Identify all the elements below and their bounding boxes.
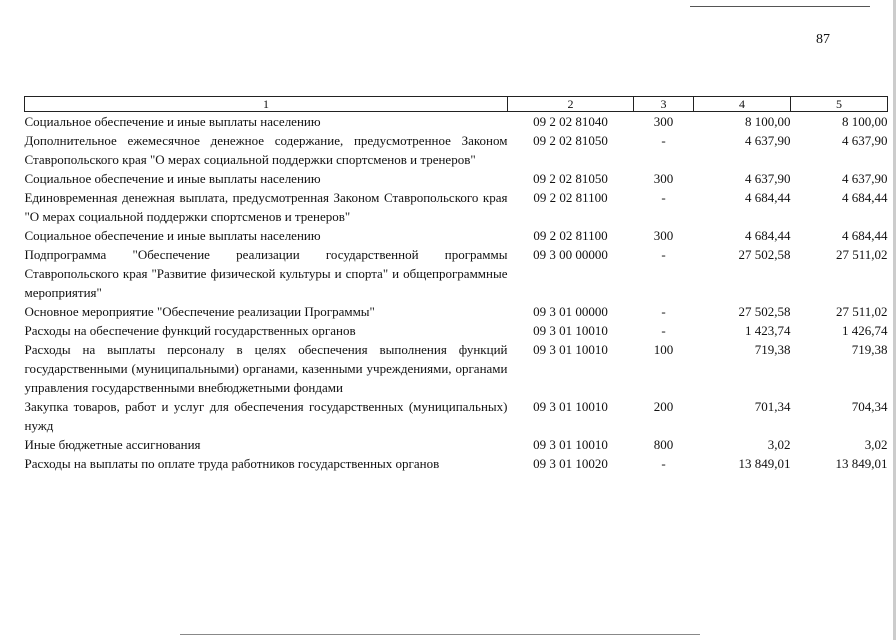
row-name: Основное мероприятие "Обеспечение реализации Программы" xyxy=(24,304,375,319)
row-code: 09 2 02 81040 xyxy=(533,114,608,129)
column-header: 5 xyxy=(791,97,888,112)
row-code: 09 2 02 81050 xyxy=(533,171,608,186)
row-amount-col4: 4 637,90 xyxy=(745,171,791,186)
row-name: Социальное обеспечение и иные выплаты населению xyxy=(24,114,321,129)
row-expense-type: - xyxy=(661,304,666,319)
row-amount-col4: 3,02 xyxy=(767,437,791,452)
row-expense-type: - xyxy=(661,456,666,471)
row-code: 09 3 00 00000 xyxy=(533,247,608,262)
column-header: 3 xyxy=(634,97,694,112)
column-header: 1 xyxy=(25,97,508,112)
row-expense-type: - xyxy=(661,133,666,148)
row-amount-col4: 719,38 xyxy=(754,342,791,357)
row-name: Расходы на выплаты по оплате труда работников государственных органов xyxy=(24,456,440,471)
row-code: 09 2 02 81100 xyxy=(533,228,608,243)
table-body xyxy=(25,112,888,474)
row-amount-col5: 4 637,90 xyxy=(842,133,888,148)
row-amount-col5: 704,34 xyxy=(851,399,888,414)
row-expense-type: 800 xyxy=(653,437,674,452)
row-amount-col5: 8 100,00 xyxy=(842,114,888,129)
column-header: 4 xyxy=(694,97,791,112)
row-expense-type: - xyxy=(661,190,666,205)
row-amount-col4: 1 423,74 xyxy=(745,323,791,338)
table-row xyxy=(25,454,888,473)
row-name: Социальное обеспечение и иные выплаты населению xyxy=(24,228,321,243)
row-amount-col5: 4 637,90 xyxy=(842,171,888,186)
table-row xyxy=(25,112,888,132)
row-code: 09 2 02 81050 xyxy=(533,133,608,148)
row-amount-col4: 4 637,90 xyxy=(745,133,791,148)
table-row xyxy=(25,321,888,340)
row-amount-col4: 701,34 xyxy=(754,399,791,414)
row-name: Иные бюджетные ассигнования xyxy=(24,437,201,452)
row-code: 09 3 01 10010 xyxy=(533,399,608,414)
row-amount-col5: 1 426,74 xyxy=(842,323,888,338)
table-row xyxy=(25,302,888,321)
row-amount-col4: 27 502,58 xyxy=(738,247,791,262)
table-row xyxy=(25,397,888,435)
scan-artifact-bottom xyxy=(180,634,700,635)
row-code: 09 3 01 00000 xyxy=(533,304,608,319)
row-name: Единовременная денежная выплата, предусмотренная Законом Ставропольского края "О мерах социальной поддержки спортсменов и тренеров" xyxy=(24,190,508,224)
row-expense-type: - xyxy=(661,247,666,262)
row-amount-col4: 4 684,44 xyxy=(745,228,791,243)
row-code: 09 3 01 10010 xyxy=(533,437,608,452)
table-row xyxy=(25,169,888,188)
row-code: 09 3 01 10020 xyxy=(533,456,608,471)
budget-table xyxy=(24,96,888,473)
row-name: Закупка товаров, работ и услуг для обеспечения государственных (муниципальных) нужд xyxy=(24,399,508,433)
row-expense-type: 300 xyxy=(653,171,674,186)
row-amount-col4: 13 849,01 xyxy=(738,456,791,471)
table-row xyxy=(25,226,888,245)
row-amount-col5: 27 511,02 xyxy=(835,247,888,262)
row-expense-type: 200 xyxy=(653,399,674,414)
row-expense-type: 300 xyxy=(653,114,674,129)
row-amount-col4: 27 502,58 xyxy=(738,304,791,319)
page-number: 87 xyxy=(816,32,830,47)
row-amount-col5: 4 684,44 xyxy=(842,228,888,243)
table-row xyxy=(25,340,888,397)
row-name: Дополнительное ежемесячное денежное содержание, предусмотренное Законом Ставропольского края "О мерах социальной поддержки спортсменов и тренеров" xyxy=(24,133,508,167)
row-amount-col5: 27 511,02 xyxy=(835,304,888,319)
row-expense-type: 100 xyxy=(653,342,674,357)
row-amount-col5: 4 684,44 xyxy=(842,190,888,205)
table-row xyxy=(25,245,888,302)
row-code: 09 3 01 10010 xyxy=(533,342,608,357)
column-header: 2 xyxy=(508,97,634,112)
row-name: Расходы на обеспечение функций государственных органов xyxy=(24,323,356,338)
row-code: 09 3 01 10010 xyxy=(533,323,608,338)
scan-artifact-top xyxy=(690,6,870,7)
table-row xyxy=(25,131,888,169)
row-amount-col5: 719,38 xyxy=(851,342,888,357)
table-row xyxy=(25,435,888,454)
row-expense-type: 300 xyxy=(653,228,674,243)
row-expense-type: - xyxy=(661,323,666,338)
row-name: Расходы на выплаты персоналу в целях обеспечения выполнения функций государственными (муниципальными) органами, казенными учреждениями, органами управления государственными внебюджетными фондами xyxy=(24,342,508,395)
row-name: Подпрограмма "Обеспечение реализации государственной программы Ставропольского края "Развитие физической культуры и спорта" и общепрограммные мероприятия" xyxy=(24,247,508,300)
table-row xyxy=(25,188,888,226)
row-amount-col5: 13 849,01 xyxy=(835,456,888,471)
row-amount-col4: 4 684,44 xyxy=(745,190,791,205)
row-name: Социальное обеспечение и иные выплаты населению xyxy=(24,171,321,186)
row-code: 09 2 02 81100 xyxy=(533,190,608,205)
row-amount-col4: 8 100,00 xyxy=(745,114,791,129)
table-header-row xyxy=(25,97,888,112)
row-amount-col5: 3,02 xyxy=(864,437,888,452)
